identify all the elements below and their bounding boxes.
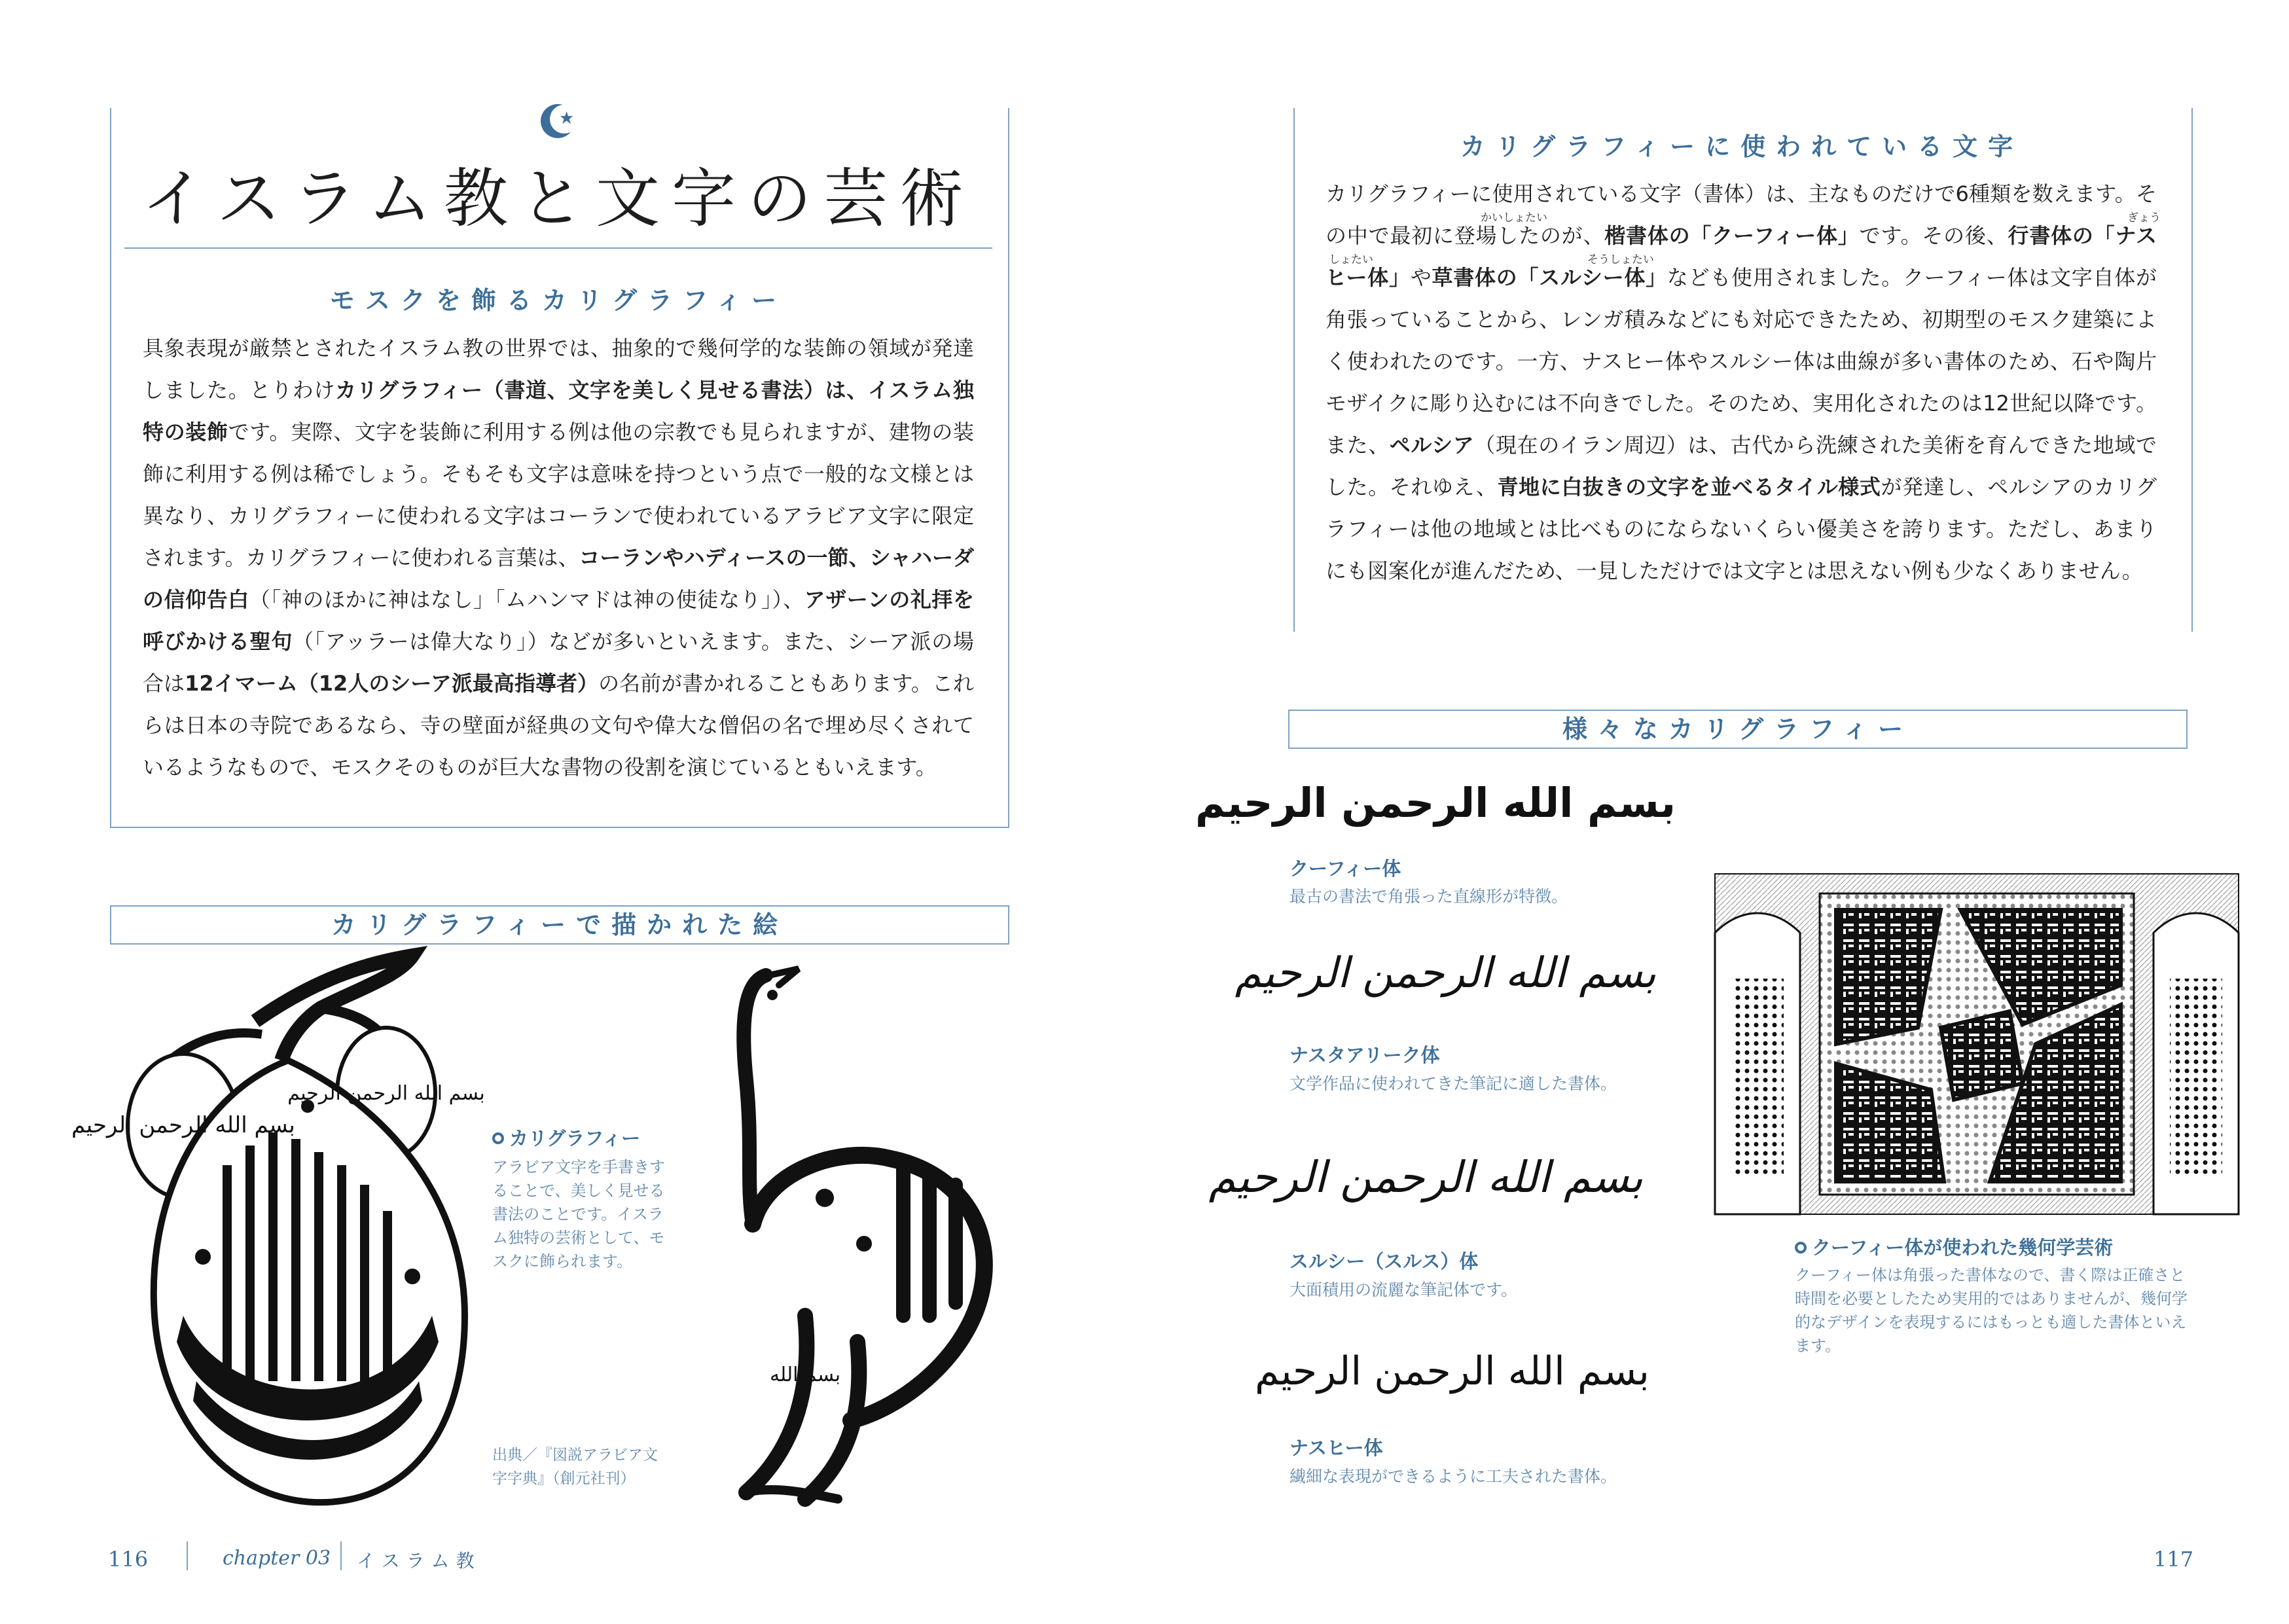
nastaliq-desc: 文学作品に使われてきた筆記に適した書体。 <box>1289 1074 1617 1093</box>
naskh-name: ナスヒー体 <box>1289 1437 1383 1459</box>
chapter-name: イスラム教 <box>357 1550 481 1572</box>
page-number-right: 117 <box>2154 1547 2194 1572</box>
mosque-body-text: 具象表現が厳禁とされたイスラム教の世界では、抽象的で幾何学的な装飾の領域が発達しました。とりわけカリグラフィー（書道、文字を美しく見せる書法）は、イスラム独特の装飾です。実際、文字を装飾に利用する例は他の宗教でも見られますが、建物の装飾に利用する例は稀でしょう。そもそも文字は意味を持つという点で一般的な文様とは異なり、カリグラフィーに使われる文字はコーランで使われているアラビア文字に限定されます。カリグラフィーに使われる言葉は、コーランやハディースの一節、シャハーダの信仰告白（「神のほかに神はなし」「ムハンマドは神の使徒なり」）、アザーンの礼拝を呼びかける聖句（「アッラーは偉大なり」）などが多いといえます。また、シーア派の場合は12イマーム（12人のシーア派最高指導者）の名前が書かれることもあります。これらは日本の寺院であるなら、寺の壁面が経典の文句や偉大な僧侶の名で埋め尽くされているようなもので、モスクそのものが巨大な書物の役割を演じているともいえます。 <box>143 336 975 780</box>
kufic-geometric-artwork <box>1715 874 2239 1214</box>
geometric-caption-title: クーフィー体が使われた幾何学芸術 <box>1795 1233 2113 1260</box>
ruby-sousho: そうしょたい <box>1587 253 1654 266</box>
bird-signature-text: بسم الله <box>769 1363 841 1386</box>
naskh-sample: بسم الله الرحمن الرحيم <box>1254 1348 1649 1394</box>
pear-caption-text: アラビア文字を手書きすることで、美しく見せる書法のことです。イスラム独特の芸術として、モスクに飾られます。 <box>492 1158 665 1271</box>
crescent-star-icon <box>537 98 589 144</box>
thuluth-name: スルシー（スルス）体 <box>1289 1250 1479 1272</box>
kufic-name: クーフィー体 <box>1289 857 1401 880</box>
nastaliq-name: ナスタアリーク体 <box>1289 1044 1440 1066</box>
ruby-gyo: ぎょう <box>2127 211 2161 225</box>
ruby-shotai: しょたい <box>1329 253 1373 266</box>
bullet-icon <box>1795 1242 1807 1254</box>
footer-divider <box>187 1542 188 1570</box>
nastaliq-sample: بسم الله الرحمن الرحيم <box>1235 949 1656 998</box>
kufic-sample: بسم الله الرحمن الرحيم <box>1195 779 1676 827</box>
footer-divider <box>340 1542 342 1570</box>
pear-right-leaf-text: بسم الله الرحمن الرحيم <box>287 1082 485 1105</box>
section-heading-letters: カリグラフィーに使われている文字 <box>1460 132 2024 161</box>
ruby-kaisho: かいしょたい <box>1481 211 1547 225</box>
chapter-label: chapter 03 <box>223 1547 331 1570</box>
thuluth-sample: بسم الله الرحمن الرحيم <box>1208 1152 1643 1202</box>
thuluth-desc: 大面積用の流麗な筆記体です。 <box>1289 1280 1518 1299</box>
title-divider <box>124 247 992 249</box>
bullet-icon <box>492 1132 504 1144</box>
page-number-left: 116 <box>108 1547 149 1572</box>
section-heading-mosque: モスクを飾るカリグラフィー <box>329 286 787 315</box>
kufic-desc: 最古の書法で角張った直線形が特徴。 <box>1289 887 1568 906</box>
image-source-credit: 出典／『図説アラビア文字字典』（創元社刊） <box>492 1447 658 1487</box>
section-heading-pictures: カリグラフィーで描かれた絵 <box>110 905 1009 945</box>
geometric-caption-text: クーフィー体は角張った書体なので、書く際は正確さと時間を必要としたため実用的ではありませんが、幾何学的なデザインを表現するにはもっとも適した書体といえます。 <box>1795 1266 2188 1355</box>
pear-calligraphy-image <box>71 949 504 1525</box>
letters-body-text: カリグラフィーに使用されている文字（書体）は、主なものだけで6種類を数えます。その中で最初に登場したのが、楷書体の「クーフィー体」です。その後、行書体の「ナスヒー体」や草書体の「スルシー体」なども使用されました。クーフィー体は文字自体が角張っていることから、レンガ積みなどにも対応できたため、初期型のモスク建築によく使われたのです。一方、ナスヒー体やスルシー体は曲線が多い書体のため、石や陶片モザイクに彫り込むには不向きでした。そのため、実用化されたのは12世紀以降です。また、ペルシア（現在のイラン周辺）は、古代から洗練された美術を育んできた地域でした。それゆえ、青地に白抜きの文字を並べるタイル様式が発達し、ペルシアのカリグラフィーは他の地域とは比べものにならないくらい優美さを誇ります。ただし、あまりにも図案化が進んだため、一見しただけでは文字とは思えない例も少なくありません。 <box>1325 181 2157 583</box>
pear-left-leaf-text: بسم الله الرحمن الرحيم <box>71 1112 295 1138</box>
naskh-desc: 繊細な表現ができるように工夫された書体。 <box>1289 1467 1617 1486</box>
pear-caption-title: カリグラフィー <box>492 1124 640 1151</box>
section-heading-various: 様々なカリグラフィー <box>1288 710 2188 749</box>
page-title: イスラム教と文字の芸術 <box>141 162 976 236</box>
bird-calligraphy-image <box>707 949 1021 1525</box>
